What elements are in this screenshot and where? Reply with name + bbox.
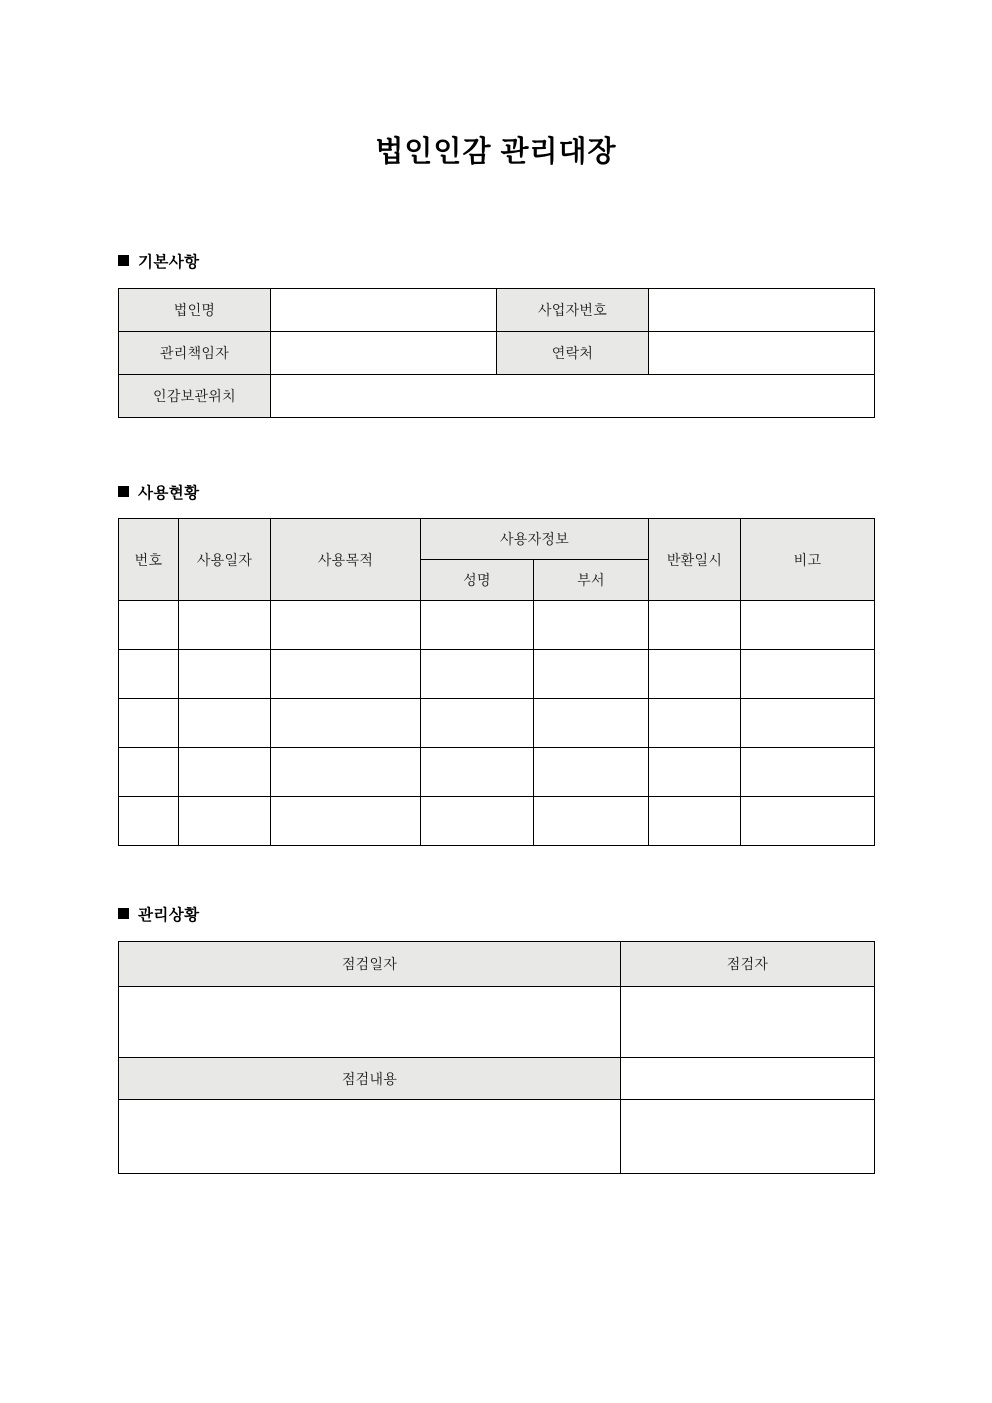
cell-return-datetime[interactable] <box>649 699 741 748</box>
cell-user-name[interactable] <box>421 748 534 797</box>
cell-user-dept[interactable] <box>534 650 649 699</box>
column-header-no: 번호 <box>119 519 179 601</box>
cell-note[interactable] <box>741 748 875 797</box>
basic-info-table <box>118 288 875 418</box>
cell-use-date[interactable] <box>179 748 271 797</box>
column-header-inspection-date: 점검일자 <box>119 942 621 987</box>
cell-purpose[interactable] <box>271 699 421 748</box>
square-bullet-icon <box>118 486 129 497</box>
table-row <box>119 601 875 650</box>
cell-use-date[interactable] <box>179 650 271 699</box>
cell-note[interactable] <box>741 699 875 748</box>
cell-no[interactable] <box>119 650 179 699</box>
label-contact: 연락처 <box>497 332 649 375</box>
cell-purpose[interactable] <box>271 797 421 846</box>
cell-return-datetime[interactable] <box>649 650 741 699</box>
label-business-number: 사업자번호 <box>497 289 649 332</box>
field-inspection-content[interactable] <box>119 1100 621 1174</box>
table-row <box>119 650 875 699</box>
table-header-row <box>119 942 875 987</box>
field-contact[interactable] <box>649 332 875 375</box>
table-row <box>119 289 875 332</box>
cell-user-name[interactable] <box>421 797 534 846</box>
label-seal-storage-location: 인감보관위치 <box>119 375 271 418</box>
section-heading-basic <box>118 253 200 273</box>
column-header-purpose: 사용목적 <box>271 519 421 601</box>
cell-user-dept[interactable] <box>534 699 649 748</box>
cell-no[interactable] <box>119 748 179 797</box>
header-divider-rule <box>425 559 644 560</box>
table-row <box>119 797 875 846</box>
cell-use-date[interactable] <box>179 699 271 748</box>
cell-return-datetime[interactable] <box>649 748 741 797</box>
field-inspection-content-right-2[interactable] <box>621 1100 875 1174</box>
section-heading-inspection-label: 관리상황 <box>138 907 200 924</box>
cell-no[interactable] <box>119 699 179 748</box>
field-business-number[interactable] <box>649 289 875 332</box>
label-corporate-name: 법인명 <box>119 289 271 332</box>
column-header-return-datetime: 반환일시 <box>649 519 741 601</box>
cell-user-name[interactable] <box>421 601 534 650</box>
column-header-user-dept: 부서 <box>534 560 649 601</box>
label-manager: 관리책임자 <box>119 332 271 375</box>
column-header-note: 비고 <box>741 519 875 601</box>
cell-purpose[interactable] <box>271 748 421 797</box>
table-header-row <box>119 1058 875 1100</box>
field-corporate-name[interactable] <box>271 289 497 332</box>
cell-purpose[interactable] <box>271 650 421 699</box>
column-header-use-date: 사용일자 <box>179 519 271 601</box>
square-bullet-icon <box>118 908 129 919</box>
cell-user-name[interactable] <box>421 650 534 699</box>
column-header-inspector: 점검자 <box>621 942 875 987</box>
section-heading-inspection <box>118 906 200 926</box>
table-row <box>119 748 875 797</box>
cell-no[interactable] <box>119 797 179 846</box>
cell-user-dept[interactable] <box>534 797 649 846</box>
column-header-inspection-content: 점검내용 <box>119 1058 621 1100</box>
column-header-user-info <box>421 519 649 560</box>
field-inspection-content-right[interactable] <box>621 1058 875 1100</box>
section-heading-usage <box>118 484 200 504</box>
table-row <box>119 375 875 418</box>
table-row <box>119 332 875 375</box>
cell-return-datetime[interactable] <box>649 797 741 846</box>
column-header-user-info-label: 사용자정보 <box>499 531 570 547</box>
field-inspector[interactable] <box>621 987 875 1058</box>
cell-return-datetime[interactable] <box>649 601 741 650</box>
cell-user-dept[interactable] <box>534 748 649 797</box>
table-header-row <box>119 519 875 560</box>
column-header-user-name: 성명 <box>421 560 534 601</box>
page-title: 법인인감 관리대장 <box>375 136 617 168</box>
cell-use-date[interactable] <box>179 601 271 650</box>
cell-user-dept[interactable] <box>534 601 649 650</box>
table-row <box>119 987 875 1058</box>
cell-use-date[interactable] <box>179 797 271 846</box>
field-inspection-date[interactable] <box>119 987 621 1058</box>
cell-no[interactable] <box>119 601 179 650</box>
cell-purpose[interactable] <box>271 601 421 650</box>
cell-note[interactable] <box>741 650 875 699</box>
field-seal-storage-location[interactable] <box>271 375 875 418</box>
cell-note[interactable] <box>741 797 875 846</box>
field-manager[interactable] <box>271 332 497 375</box>
section-heading-usage-label: 사용현황 <box>138 485 200 502</box>
inspection-status-table <box>118 941 875 1174</box>
table-row <box>119 1100 875 1174</box>
section-heading-basic-label: 기본사항 <box>138 254 200 271</box>
usage-log-table <box>118 518 875 846</box>
square-bullet-icon <box>118 255 129 266</box>
table-row <box>119 699 875 748</box>
cell-note[interactable] <box>741 601 875 650</box>
cell-user-name[interactable] <box>421 699 534 748</box>
